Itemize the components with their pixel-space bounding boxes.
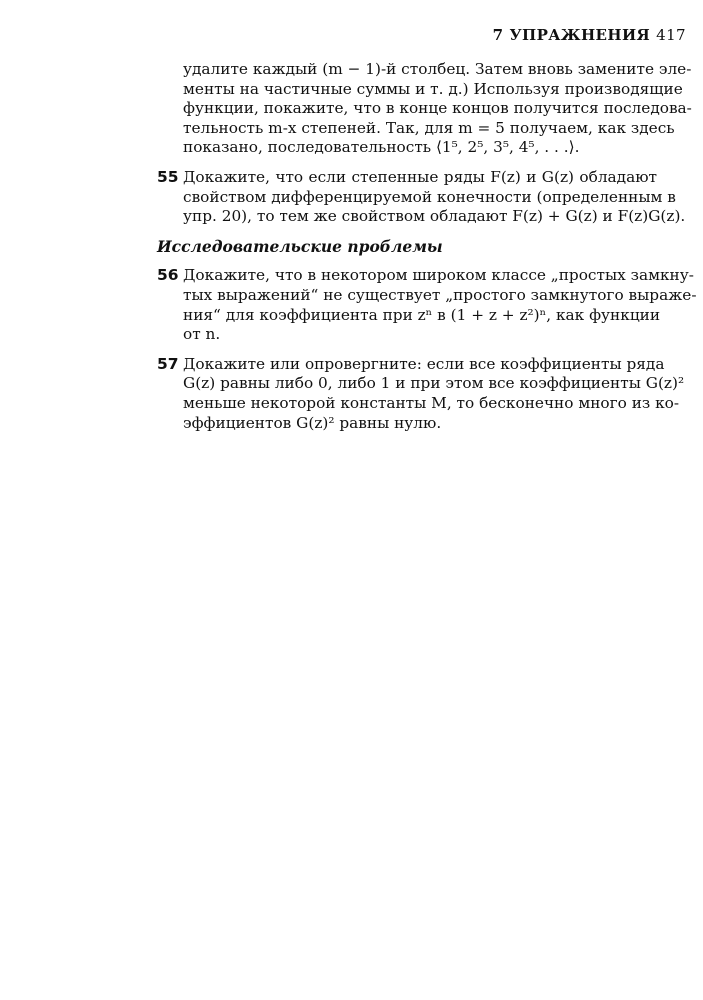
text-line: G(z) равны либо 0, либо 1 и при этом все коэффициенты G(z)² [183,374,685,393]
chapter-number: 7 [492,26,504,44]
text-line: эффициентов G(z)² равны нулю. [183,413,442,432]
text-line: Докажите или опровергните: если все коэффициенты ряда [183,354,665,373]
text-line: упр. 20), то тем же свойством обладают F(z) + G(z) и F(z)G(z). [183,207,686,226]
text-line: меньше некоторой константы M, то бесконечно много из ко- [183,393,680,412]
exercise-56 [157,266,697,344]
text-line: Докажите, что в некотором широком классе „простых замкну- [183,266,694,285]
text-line: тельность m-х степеней. Так, для m = 5 получаем, как здесь [183,118,675,137]
text-line: ния“ для коэффициента при zⁿ в (1 + z + z²)ⁿ, как функции [183,305,661,324]
exercise-number: 57 [157,354,179,373]
text-line: функции, покажите, что в конце концов получится последова- [183,99,692,118]
page-number: 417 [656,26,686,44]
text-line: Докажите, что если степенные ряды F(z) и G(z) обладают [183,167,657,186]
section-heading: Исследовательские проблемы [157,236,443,256]
text-line: удалите каждый (m − 1)-й столбец. Затем вновь замените эле- [183,60,692,78]
exercise-number: 56 [157,266,179,285]
chapter-title: УПРАЖНЕНИЯ [509,26,651,44]
exercise-55 [157,167,686,227]
exercise-number: 55 [157,167,179,186]
page-body [157,60,697,443]
running-header [493,26,686,44]
text-line: тых выражений“ не существует „простого замкнутого выраже- [183,285,697,304]
exercise-54-continuation [157,60,692,158]
exercise-57 [157,354,685,433]
text-line: свойством дифференцируемой конечности (определенным в [183,187,676,206]
text-line: менты на частичные суммы и т. д.) Используя производящие [183,79,683,98]
text-line: от n. [183,325,221,344]
text-line: показано, последовательность ⟨1⁵, 2⁵, 3⁵, 4⁵, . . .⟩. [183,138,580,157]
